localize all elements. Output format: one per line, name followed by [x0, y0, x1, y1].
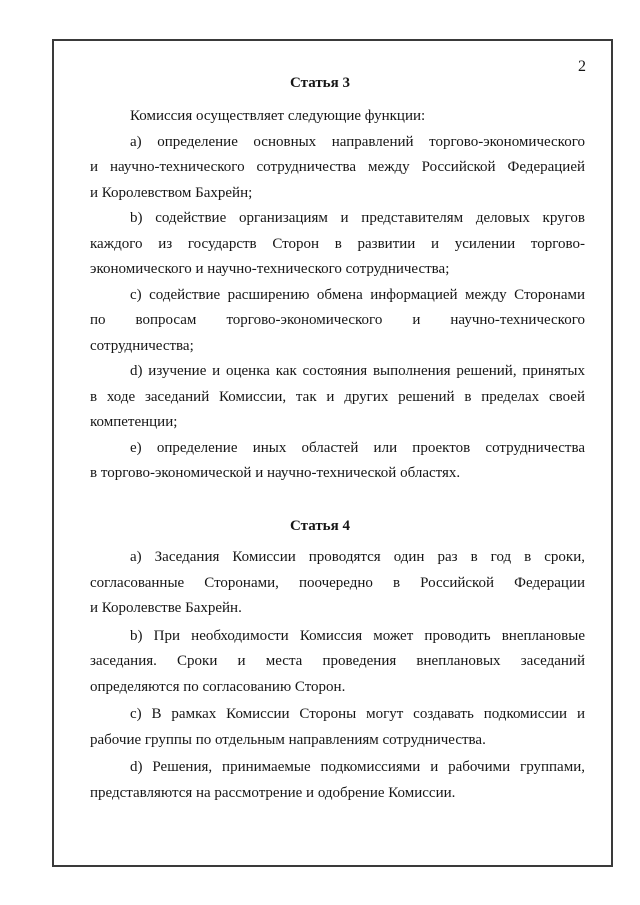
article-3-item-e-line-1: е) определение иных областей или проектов сотрудничества: [130, 439, 585, 456]
article-3-heading: Статья 3: [290, 75, 350, 91]
article-4-heading: Статья 4: [290, 518, 350, 534]
article-3-item-b-line-2: каждого из государств Сторон в развитии и усилении торгово-: [90, 235, 585, 252]
article-3-item-d-line-2: в ходе заседаний Комиссии, так и других решений в пределах своей: [90, 388, 585, 405]
article-4-item-c: [90, 702, 585, 753]
article-4-item-c-line-1: с) В рамках Комиссии Стороны могут создавать подкомиссии и: [130, 706, 585, 722]
article-3-item-d-line-3: компетенции;: [90, 414, 178, 430]
article-3-item-b: [90, 206, 585, 283]
article-4-item-a-line-3: и Королевстве Бахрейн.: [90, 600, 242, 616]
article-4-body: [90, 545, 585, 806]
article-3-item-b-line-1: b) содействие организациям и представителям деловых кругов: [130, 210, 585, 226]
article-3-body: [90, 104, 585, 487]
article-4-item-a-line-2: согласованные Сторонами, поочередно в Российской Федерации: [90, 574, 585, 591]
article-3-item-a-line-2: и научно-технического сотрудничества между Российской Федерацией: [90, 159, 585, 175]
article-4-item-d-line-1: d) Решения, принимаемые подкомиссиями и рабочими группами,: [130, 759, 585, 775]
article-4-item-b-line-2: заседания. Сроки и места проведения внеплановых заседаний: [90, 653, 585, 669]
article-3-item-a-line-1: а) определение основных направлений торгово-экономического: [130, 133, 585, 150]
article-4-item-b-line-1: b) При необходимости Комиссия может проводить внеплановые: [130, 627, 585, 644]
article-4-item-a-line-1: а) Заседания Комиссии проводятся один раз в год в сроки,: [130, 549, 585, 565]
article-3-item-e-line-2: в торгово-экономической и научно-технической областях.: [90, 465, 461, 481]
page-number: 2: [578, 58, 586, 75]
article-3-item-d: [90, 359, 585, 436]
article-4-item-d: [90, 755, 585, 806]
article-3-item-c: [90, 283, 585, 360]
article-3-intro: Комиссия осуществляет следующие функции:: [130, 108, 426, 124]
article-3-item-c-line-3: сотрудничества;: [90, 337, 194, 354]
article-3-item-c-line-2: по вопросам торгово-экономического и научно-технического: [90, 312, 585, 328]
article-4-item-c-line-2: рабочие группы по отдельным направлениям сотрудничества.: [90, 731, 486, 748]
article-4-item-d-line-2: представляются на рассмотрение и одобрение Комиссии.: [90, 784, 456, 801]
article-3-item-a: [90, 130, 585, 207]
article-4-item-b: [90, 624, 585, 701]
article-3-item-b-line-3: экономического и научно-технического сотрудничества;: [90, 261, 450, 277]
article-3-item-d-line-1: d) изучение и оценка как состояния выполнения решений, принятых: [130, 363, 585, 379]
article-4-item-a: [90, 545, 585, 622]
article-3-item-c-line-1: с) содействие расширению обмена информацией между Сторонами: [130, 286, 585, 303]
article-4-item-b-line-3: определяются по согласованию Сторон.: [90, 678, 346, 695]
article-3-item-e: [90, 436, 585, 487]
article-3-item-a-line-3: и Королевством Бахрейн;: [90, 184, 253, 201]
